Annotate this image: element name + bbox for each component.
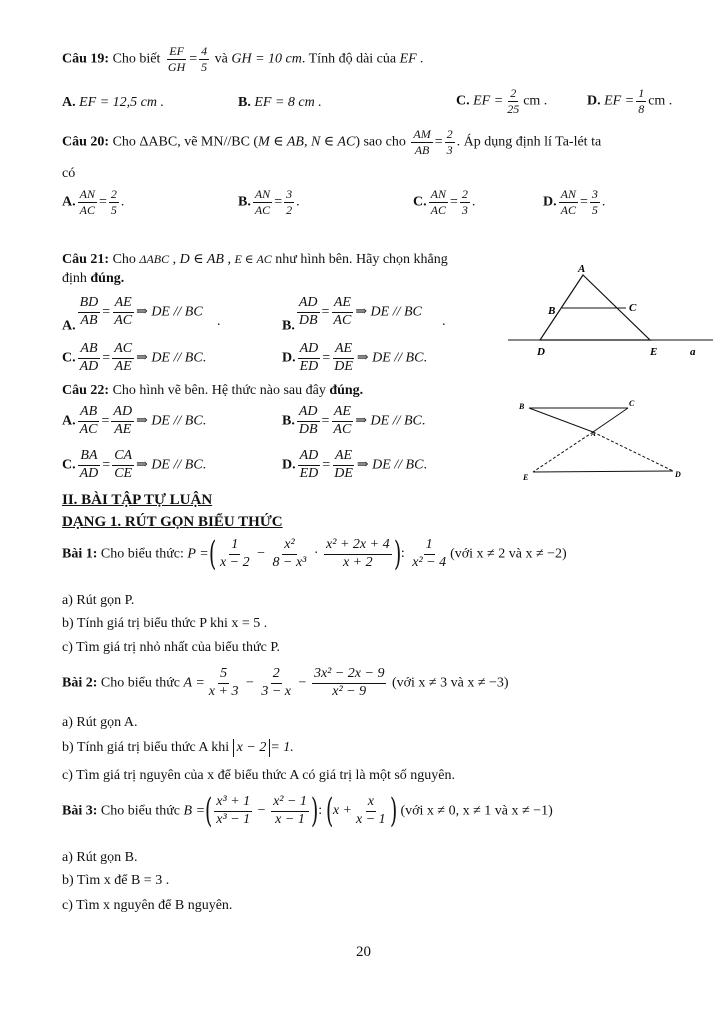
question-22: Câu 22: Cho hình vẽ bên. Hệ thức nào sau đây đúng. — [62, 383, 364, 398]
q19-option-d: D. EF = $\frac{1}{8}$ cm . — [587, 86, 673, 116]
q19-fraction: $\frac{EF}{GH}$ — [167, 44, 186, 74]
q22-point-d: D — [675, 470, 681, 479]
q22-option-c: C. $\frac{BA}{AD}$ = $\frac{CA}{CE}$ ⇒ DE // BC. — [62, 448, 207, 481]
q22-segment-ca — [593, 408, 628, 432]
q21-figure — [508, 258, 713, 366]
q22-option-b: B. $\frac{AD}{DB}$ = $\frac{AE}{AC}$ ⇒ DE // BC. — [282, 404, 426, 437]
q22-segment-ba — [529, 408, 593, 432]
q19-option-a: A. EF = 12,5 cm . — [62, 95, 164, 110]
q20-option-c: C. $\frac{AN}{AC}$ = $\frac{2}{3}$ . — [413, 187, 476, 217]
exercise-2-b: b) Tính giá trị biểu thức A khi x − 2 = 1. — [62, 739, 294, 757]
question-20: Câu 20: Cho ΔABC, vẽ MN//BC (M ∈ AB, N ∈ AC) sao cho $\frac{AM}{AB}$ = $\frac{2}{3}$ . Áp dụng định lí Ta-lét ta — [62, 127, 602, 157]
q21-point-d: D — [537, 346, 545, 358]
q21-point-c: C — [629, 302, 637, 314]
exercise-1-b: b) Tính giá trị biểu thức P khi x = 5 . — [62, 616, 268, 631]
q19-fraction-rhs: $\frac{4}{5}$ — [201, 44, 208, 74]
q21-option-c: C. $\frac{AB}{AD}$ = $\frac{AC}{AE}$ ⇒ DE // BC. — [62, 341, 207, 374]
exercise-1-a: a) Rút gọn P. — [62, 593, 135, 608]
q19-option-b: B. EF = 8 cm . — [238, 95, 322, 110]
question-21: Câu 21: Cho ΔABC , D ∈ AB , E ∈ AC như hình bên. Hãy chọn khẳng — [62, 252, 448, 267]
q20-continued: có — [62, 166, 76, 181]
q21-option-a-end: . — [217, 314, 221, 329]
q22-segment-ad — [593, 432, 673, 471]
q21-label: Câu 21: — [62, 252, 110, 267]
q21-continued: định đúng. — [62, 271, 125, 286]
q20-option-a: A. $\frac{AN}{AC}$ = $\frac{2}{5}$ . — [62, 187, 125, 217]
q22-option-d: D. $\frac{AD}{ED}$ = $\frac{AE}{DE}$ ⇒ DE // BC. — [282, 448, 427, 481]
exercise-3-c: c) Tìm x nguyên để B nguyên. — [62, 898, 233, 913]
q21-option-a: A. $\frac{BD}{AB}$ = $\frac{AE}{AC}$ ⇒ DE // BC — [62, 295, 203, 334]
q21-option-b: B. $\frac{AD}{DB}$ = $\frac{AE}{AC}$ ⇒ DE // BC — [282, 295, 422, 334]
question-19: Câu 19: Cho biết $\frac{EF}{GH}$ = $\frac{4}{5}$ và GH = 10 cm. Tính độ dài của EF . — [62, 44, 424, 74]
exercise-1-c: c) Tìm giá trị nhỏ nhất của biểu thức P. — [62, 640, 281, 655]
exercise-2: Bài 2: Cho biểu thức A = $\frac{5}{x + 3}$ − $\frac{2}{3 - x}$ − $\frac{\text{3x² − 2x − 9}}{\text{x² − 9}}$ (với x ≠ 3 và x ≠ −3) — [62, 666, 509, 699]
page-number: 20 — [356, 944, 371, 960]
q21-option-d: D. $\frac{AD}{ED}$ = $\frac{AE}{DE}$ ⇒ DE // BC. — [282, 341, 427, 374]
exercise-3-b: b) Tìm x để B = 3 . — [62, 873, 170, 888]
q22-segment-ed — [533, 471, 673, 472]
q19-option-c: C. EF = $\frac{2}{25}$ cm . — [456, 86, 548, 116]
q22-option-a: A. $\frac{AB}{AC}$ = $\frac{AD}{AE}$ ⇒ DE // BC. — [62, 404, 207, 437]
q22-point-c: C — [629, 399, 635, 408]
exercise-1: Bài 1: Cho biểu thức: P =( $\frac{1}{x - 2}$ − $\frac{\text{x²}}{\text{8 − x³}}$ · $\frac{\text{x² + 2x + 4}}{x + 2}$ ): $\frac{1}{\text{x² − 4}}$ (với x ≠ 2 và x ≠ −2) — [62, 534, 567, 574]
exercise-2-a: a) Rút gọn A. — [62, 715, 138, 730]
q21-point-b: B — [548, 305, 556, 317]
exercise-3-a: a) Rút gọn B. — [62, 850, 138, 865]
q19-gh: GH = 10 cm — [231, 51, 302, 67]
q22-point-e: E — [523, 473, 529, 482]
q22-label: Câu 22: — [62, 383, 110, 398]
q22-point-b: B — [519, 402, 525, 411]
q22-segment-ae — [533, 432, 593, 472]
q21-point-a: A — [578, 263, 586, 275]
q21-point-e: E — [650, 346, 658, 358]
section-2-title: II. BÀI TẬP TỰ LUẬN — [62, 492, 213, 508]
exercise-3: Bài 3: Cho biểu thức B =( $\frac{\text{x³ + 1}}{\text{x³ − 1}}$ − $\frac{\text{x² − 1}}{x - 1}$ ): (x + $\frac{x}{x - 1}$ ) (với x ≠ 0, x ≠ 1 và x ≠ −1) — [62, 791, 553, 831]
q19-label: Câu 19: — [62, 51, 110, 67]
q21-line-label-a: a — [690, 346, 696, 358]
q22-point-a: A — [591, 430, 596, 438]
q20-option-b: B. $\frac{AN}{AC}$ = $\frac{3}{2}$ . — [238, 187, 300, 217]
q20-label: Câu 20: — [62, 134, 110, 150]
q19-text: Cho biết — [112, 51, 161, 67]
q20-option-d: D. $\frac{AN}{AC}$ = $\frac{3}{5}$ . — [543, 187, 606, 217]
q22-figure — [515, 395, 690, 483]
exercise-2-c: c) Tìm giá trị nguyên của x để biểu thức A có giá trị là một số nguyên. — [62, 768, 456, 783]
q21-option-b-end: . — [442, 314, 446, 329]
dang-1-title: DẠNG 1. RÚT GỌN BIỂU THỨC — [62, 514, 283, 530]
